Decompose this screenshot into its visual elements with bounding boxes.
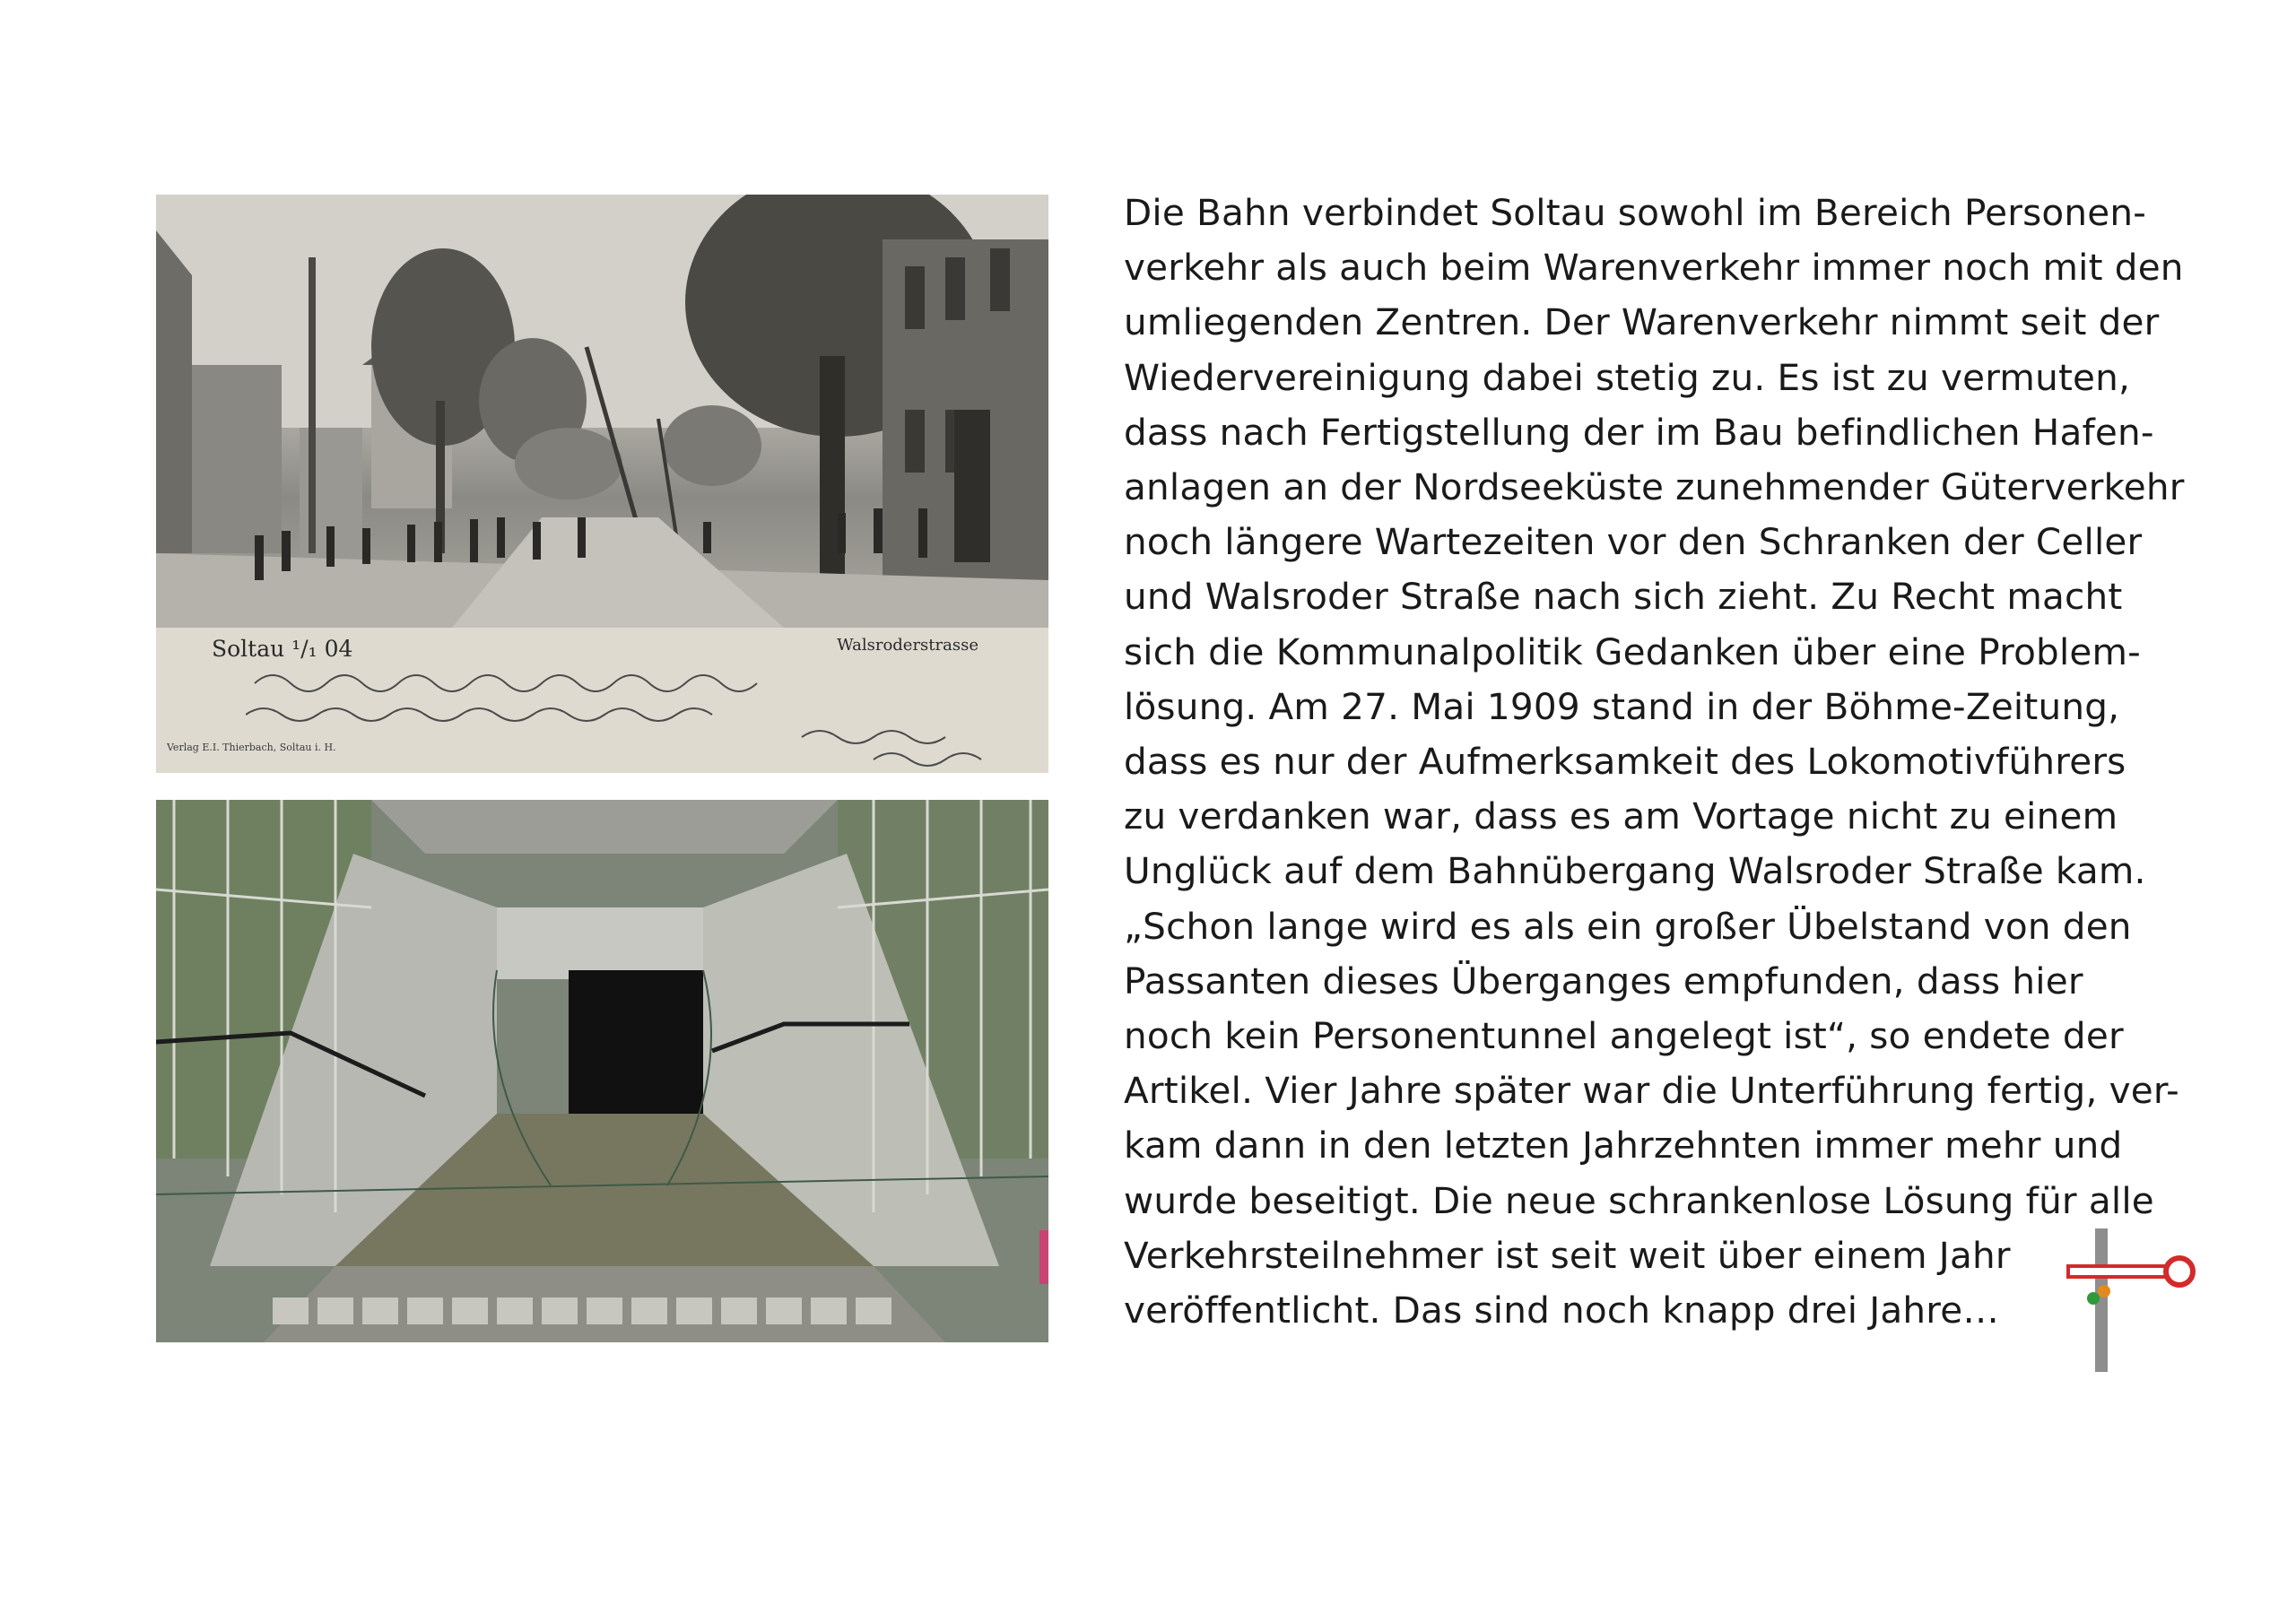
historic-postcard [156, 195, 1048, 773]
article-line: kam dann in den letzten Jahrzehnten immer mehr und [1124, 1124, 2123, 1167]
article-line: wurde beseitigt. Die neue schrankenlose Lösung für alle [1124, 1178, 2154, 1222]
article-line: veröffentlicht. Das sind noch knapp drei Jahre… [1124, 1289, 2000, 1332]
postcard-publisher: Verlag E.I. Thierbach, Soltau i. H. [167, 742, 336, 753]
postcard-handwritten-greeting [246, 661, 1035, 768]
railway-semaphore-signal-icon [2065, 1228, 2199, 1372]
article-line: noch kein Personentunnel angelegt ist“, so endete der [1124, 1014, 2124, 1058]
article-line: Wiedervereinigung dabei stetig zu. Es ist zu vermuten, [1124, 355, 2131, 399]
postcard-street-photo [156, 195, 1048, 628]
article-line: dass es nur der Aufmerksamkeit des Lokomotivführers [1124, 740, 2126, 784]
article-line: noch längere Wartezeiten vor den Schranken der Celler [1124, 520, 2143, 564]
article-line: umliegenden Zentren. Der Warenverkehr nimmt seit der [1124, 300, 2160, 344]
article-line: verkehr als auch beim Warenverkehr immer noch mit den [1124, 246, 2184, 290]
signal-disc [2166, 1258, 2193, 1285]
article-line: Unglück auf dem Bahnübergang Walsroder Straße kam. [1124, 849, 2146, 893]
article-line: anlagen an der Nordseeküste zunehmender Güterverkehr [1124, 465, 2185, 509]
article-line: „Schon lange wird es als ein großer Übelstand von den [1124, 904, 2132, 948]
article-line: Verkehrsteilnehmer ist seit weit über einem Jahr [1124, 1233, 2011, 1277]
article-line: und Walsroder Straße nach sich zieht. Zu Recht macht [1124, 575, 2123, 619]
article-line: dass nach Fertigstellung der im Bau befindlichen Hafen- [1124, 410, 2154, 454]
signal-lamp-green [2087, 1292, 2100, 1305]
article-line: Die Bahn verbindet Soltau sowohl im Bereich Personen- [1124, 191, 2147, 234]
article-line: Artikel. Vier Jahre später war die Unterführung fertig, ver- [1124, 1069, 2179, 1113]
postcard-caption-place: Soltau ¹/₁ 04 [212, 636, 353, 662]
article-line: sich die Kommunalpolitik Gedanken über eine Problem- [1124, 629, 2141, 673]
article-line: lösung. Am 27. Mai 1909 stand in der Böhme-Zeitung, [1124, 684, 2120, 728]
article-text [1124, 186, 2218, 1338]
article-line: Passanten dieses Überganges empfunden, dass hier [1124, 959, 2083, 1002]
article-line: zu verdanken war, dass es am Vortage nicht zu einem [1124, 794, 2118, 838]
signal-lamp-orange [2098, 1285, 2110, 1298]
postcard-caption-street: Walsroderstrasse [837, 636, 978, 655]
pedestrian-tunnel-photo [156, 800, 1048, 1342]
